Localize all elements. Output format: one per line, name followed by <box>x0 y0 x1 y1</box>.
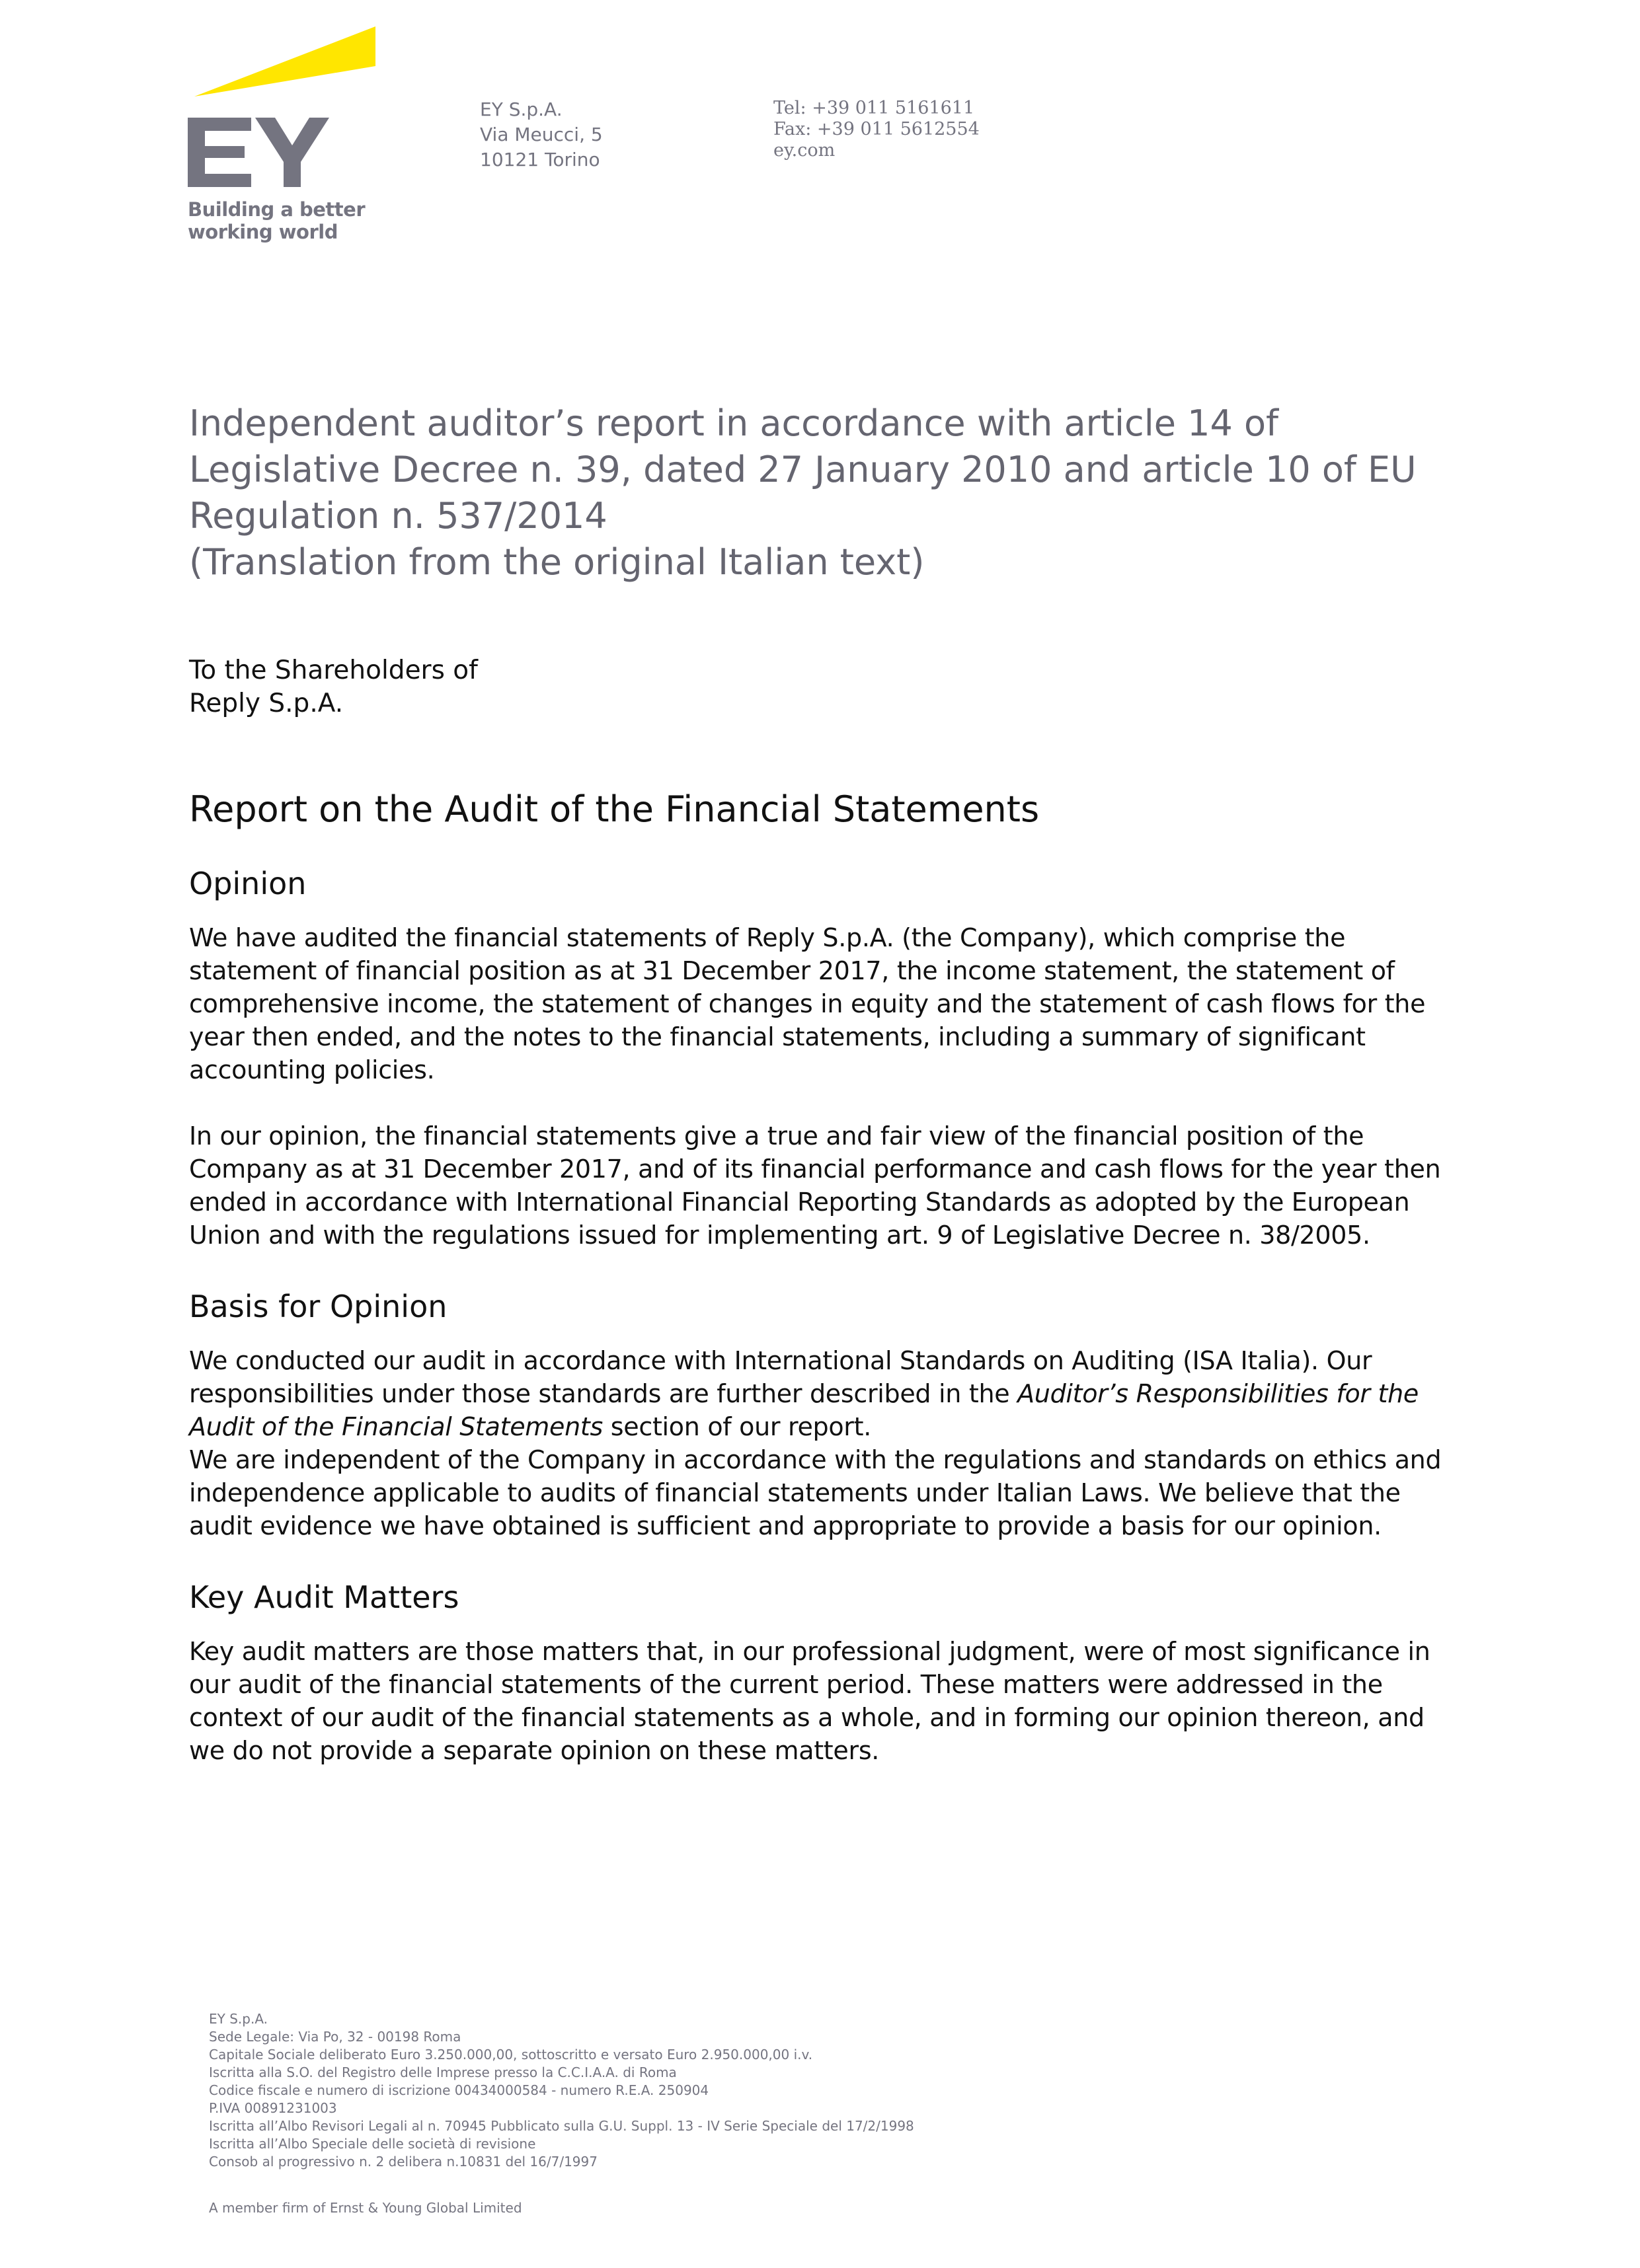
paragraph-line: Company as at 31 December 2017, and of its financial performance and cash flows for the year then <box>189 1154 1441 1184</box>
tagline-line: Building a better <box>188 198 366 221</box>
legal-footer <box>209 2010 914 2171</box>
paragraph-line: our audit of the financial statements of the current period. These matters were addressed in the <box>189 1670 1383 1699</box>
ey-logo-graphic <box>188 25 379 204</box>
tagline-line: working world <box>188 221 338 243</box>
paragraph-line <box>189 1377 1478 1410</box>
opinion-paragraph-2 <box>189 1119 1478 1252</box>
paragraph-line: We are independent of the Company in accordance with the regulations and standards on ethics and <box>189 1445 1442 1474</box>
ey-tagline <box>188 198 365 243</box>
addressee-line: To the Shareholders of <box>189 656 478 685</box>
italic-reference: Audit of the Financial Statements <box>189 1412 603 1441</box>
footer-line: Codice fiscale e numero di iscrizione 00434000584 - numero R.E.A. 250904 <box>209 2082 709 2098</box>
paragraph-line: statement of financial position as at 31 December 2017, the income statement, the statement of <box>189 956 1395 985</box>
footer-line: Consob al progressivo n. 2 delibera n.10831 del 16/7/1997 <box>209 2154 598 2170</box>
footer-line: EY S.p.A. <box>209 2011 268 2027</box>
paragraph-line: We have audited the financial statements of Reply S.p.A. (the Company), which comprise the <box>189 923 1346 952</box>
contact-phone: Tel: +39 011 5161611 <box>773 98 975 118</box>
title-line: Legislative Decree n. 39, dated 27 January 2010 and article 10 of EU <box>189 449 1417 490</box>
paragraph-line <box>189 1410 1478 1443</box>
addressee <box>189 654 478 720</box>
basis-paragraph-1 <box>189 1344 1478 1542</box>
member-firm-note: A member firm of Ernst & Young Global Limited <box>209 2200 522 2216</box>
paragraph-line: Key audit matters are those matters that, in our professional judgment, were of most significance in <box>189 1637 1430 1666</box>
footer-line: P.IVA 00891231003 <box>209 2100 337 2116</box>
kam-paragraph <box>189 1635 1478 1767</box>
title-line: Regulation n. 537/2014 <box>189 495 607 537</box>
paragraph-line: In our opinion, the financial statements give a true and fair view of the financial position of the <box>189 1121 1364 1151</box>
ey-logo-letter-y <box>255 118 329 187</box>
opinion-heading: Opinion <box>189 866 307 901</box>
footer-line: Capitale Sociale deliberato Euro 3.250.000,00, sottoscritto e versato Euro 2.950.000,00 i.v. <box>209 2047 813 2062</box>
footer-line: Iscritta all’Albo Speciale delle società di revisione <box>209 2136 536 2152</box>
ey-logo-letter-e <box>188 118 251 187</box>
paragraph-line: comprehensive income, the statement of changes in equity and the statement of cash flows for the <box>189 989 1426 1018</box>
paragraph-line: context of our audit of the financial statements as a whole, and in forming our opinion thereon, and <box>189 1703 1425 1732</box>
report-heading: Report on the Audit of the Financial Statements <box>189 788 1040 830</box>
footer-line: Iscritta alla S.O. del Registro delle Imprese presso la C.C.I.A.A. di Roma <box>209 2064 677 2080</box>
paragraph-text: responsibilities under those standards are further described in the <box>189 1379 1018 1408</box>
opinion-paragraph-1 <box>189 921 1478 1086</box>
report-title <box>189 400 1511 586</box>
addressee-line: Reply S.p.A. <box>189 689 344 718</box>
paragraph-line: We conducted our audit in accordance with International Standards on Auditing (ISA Italia). Our <box>189 1346 1372 1375</box>
footer-line: Sede Legale: Via Po, 32 - 00198 Roma <box>209 2029 461 2045</box>
paragraph-line: accounting policies. <box>189 1055 435 1084</box>
office-address <box>480 97 603 172</box>
paragraph-line: independence applicable to audits of financial statements under Italian Laws. We believe that the <box>189 1478 1401 1507</box>
paragraph-line: Union and with the regulations issued for implementing art. 9 of Legislative Decree n. 38/2005. <box>189 1221 1370 1250</box>
title-line: (Translation from the original Italian text) <box>189 541 925 583</box>
paragraph-line: audit evidence we have obtained is sufficient and appropriate to provide a basis for our opinion. <box>189 1511 1382 1540</box>
kam-heading: Key Audit Matters <box>189 1579 459 1615</box>
paragraph-line: ended in accordance with International Financial Reporting Standards as adopted by the European <box>189 1188 1410 1217</box>
address-line: Via Meucci, 5 <box>480 124 603 145</box>
footer-line: Iscritta all’Albo Revisori Legali al n. 70945 Pubblicato sulla G.U. Suppl. 13 - IV Serie Speciale del 17/2/1998 <box>209 2118 914 2134</box>
ey-logo-beam <box>194 26 375 96</box>
paragraph-text: section of our report. <box>603 1412 871 1441</box>
contact-fax: Fax: +39 011 5612554 <box>773 119 980 139</box>
office-contact <box>773 98 980 161</box>
paragraph-line: year then ended, and the notes to the financial statements, including a summary of significant <box>189 1022 1366 1051</box>
address-line: EY S.p.A. <box>480 98 563 120</box>
paragraph-line: we do not provide a separate opinion on these matters. <box>189 1736 880 1765</box>
basis-heading: Basis for Opinion <box>189 1289 448 1324</box>
address-line: 10121 Torino <box>480 149 600 170</box>
contact-website: ey.com <box>773 140 836 161</box>
title-line: Independent auditor’s report in accordance with article 14 of <box>189 402 1279 444</box>
italic-reference: Auditor’s Responsibilities for the <box>1017 1379 1419 1408</box>
